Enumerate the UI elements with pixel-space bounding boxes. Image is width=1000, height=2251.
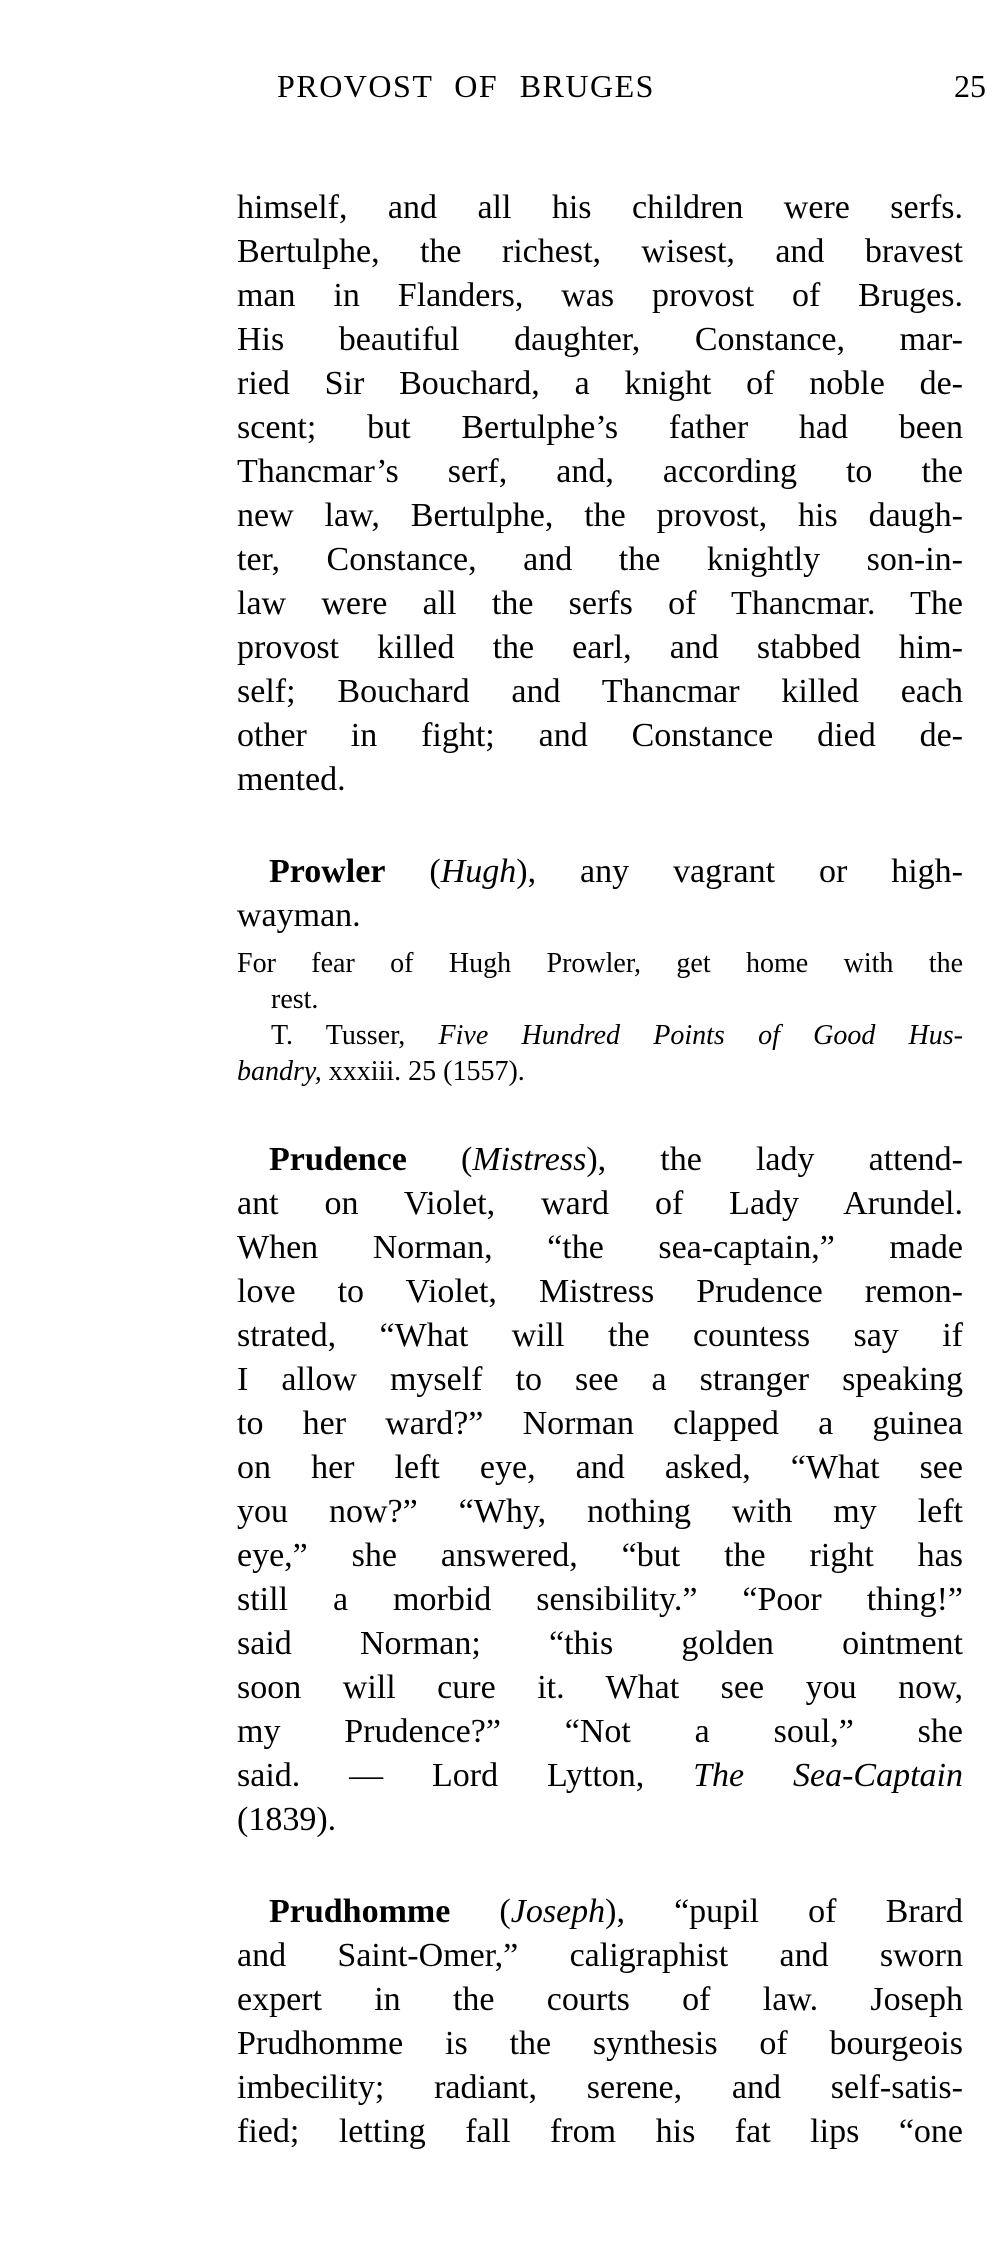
body-text: ( [450, 1893, 511, 1930]
body-text: still a morbid sensibility.” “Poor thing!” [237, 1581, 963, 1618]
body-text: For fear of Hugh Prowler, get home with the [237, 948, 963, 979]
paragraph-provost-of-bruges-continuation [237, 186, 963, 802]
text-line [237, 2110, 963, 2154]
body-text: self; Bouchard and Thancmar killed each [237, 673, 963, 710]
text-line [237, 1138, 963, 1182]
text-line [237, 1446, 963, 1490]
text-line [237, 1578, 963, 1622]
entry-prowler [237, 850, 963, 938]
text-line [237, 230, 963, 274]
body-text: ant on Violet, ward of Lady Arundel. [237, 1185, 963, 1222]
body-text: (1839). [237, 1801, 337, 1838]
body-text: His beautiful daughter, Constance, mar- [237, 321, 963, 358]
text-line [237, 1978, 963, 2022]
body-text: Prudhomme is the synthesis of bourgeois [237, 2025, 963, 2062]
text-line [237, 2066, 963, 2110]
body-text: strated, “What will the countess say if [237, 1317, 963, 1354]
text-line [237, 1534, 963, 1578]
body-text: my Prudence?” “Not a soul,” she [237, 1713, 963, 1750]
body-text: ), any vagrant or high- [516, 853, 963, 890]
italic-text: Joseph [510, 1893, 606, 1930]
body-text: T. Tusser, [271, 1020, 439, 1051]
italic-text: Mistress [472, 1141, 587, 1178]
body-text: new law, Bertulphe, the provost, his daugh- [237, 497, 963, 534]
text-line [237, 1402, 963, 1446]
body-text: When Norman, “the sea-captain,” made [237, 1229, 963, 1266]
text-line [237, 1754, 963, 1798]
body-text: xxxiii. 25 (1557). [321, 1056, 525, 1087]
text-line [237, 1314, 963, 1358]
body-text: said. — Lord Lytton, [237, 1757, 694, 1794]
body-text: provost killed the earl, and stabbed him- [237, 629, 963, 666]
text-line [237, 1182, 963, 1226]
body-text: expert in the courts of law. Joseph [237, 1981, 963, 2018]
text-line [237, 1890, 963, 1934]
text-line [237, 1490, 963, 1534]
text-line [237, 186, 963, 230]
text-line [237, 982, 963, 1018]
body-text: ried Sir Bouchard, a knight of noble de- [237, 365, 963, 402]
body-text: love to Violet, Mistress Prudence remon- [237, 1273, 963, 1310]
text-line [237, 626, 963, 670]
entry-headword: Prowler [269, 853, 386, 890]
body-text: fied; letting fall from his fat lips “one [237, 2113, 963, 2150]
body-text: other in fight; and Constance died de- [237, 717, 963, 754]
body-text: ( [406, 1141, 473, 1178]
body-text: scent; but Bertulphe’s father had been [237, 409, 963, 446]
body-text: to her ward?” Norman clapped a guinea [237, 1405, 963, 1442]
body-text: Bertulphe, the richest, wisest, and bravest [237, 233, 963, 270]
italic-text: The Sea-Captain [693, 1757, 963, 1794]
text-line [237, 1666, 963, 1710]
body-text: eye,” she answered, “but the right has [237, 1537, 963, 1574]
page-text-column [237, 186, 963, 2154]
body-text: ( [385, 853, 441, 890]
text-line [237, 946, 963, 982]
body-text: you now?” “Why, nothing with my left [237, 1493, 963, 1530]
text-line [237, 1018, 963, 1054]
text-line [237, 894, 963, 938]
italic-text: Hugh [440, 853, 517, 890]
text-line [237, 582, 963, 626]
running-header-title: PROVOST OF BRUGES [277, 68, 655, 104]
page-number: 25 [954, 68, 986, 104]
text-line [237, 362, 963, 406]
text-line [237, 450, 963, 494]
text-line [237, 538, 963, 582]
italic-text: bandry, [237, 1056, 322, 1087]
text-line [237, 1934, 963, 1978]
text-line [237, 758, 963, 802]
text-line [237, 274, 963, 318]
text-line [237, 318, 963, 362]
text-line [237, 1798, 963, 1842]
text-line [237, 1054, 963, 1090]
body-text: mented. [237, 761, 346, 798]
body-text: ), the lady attend- [586, 1141, 964, 1178]
entry-headword: Prudence [269, 1141, 407, 1178]
body-text: said Norman; “this golden ointment [237, 1625, 963, 1662]
body-text: I allow myself to see a stranger speaking [237, 1361, 963, 1398]
text-line [237, 1710, 963, 1754]
text-line [237, 714, 963, 758]
text-line [237, 1226, 963, 1270]
body-text: law were all the serfs of Thancmar. The [237, 585, 963, 622]
citation-tusser [237, 946, 963, 1090]
body-text: Thancmar’s serf, and, according to the [237, 453, 963, 490]
entry-prudence [237, 1138, 963, 1842]
body-text: soon will cure it. What see you now, [237, 1669, 963, 1706]
text-line [237, 1270, 963, 1314]
body-text: ter, Constance, and the knightly son-in- [237, 541, 963, 578]
body-text: wayman. [237, 897, 361, 934]
body-text: imbecility; radiant, serene, and self-satis- [237, 2069, 963, 2106]
entry-headword: Prudhomme [269, 1893, 451, 1930]
text-line [237, 1622, 963, 1666]
body-text: and Saint-Omer,” caligraphist and sworn [237, 1937, 963, 1974]
body-text: himself, and all his children were serfs. [237, 189, 963, 226]
text-line [237, 1358, 963, 1402]
body-text: on her left eye, and asked, “What see [237, 1449, 963, 1486]
body-text: man in Flanders, was provost of Bruges. [237, 277, 963, 314]
text-line [237, 2022, 963, 2066]
text-line [237, 406, 963, 450]
italic-text: Five Hundred Points of Good Hus- [438, 1020, 963, 1051]
text-line [237, 850, 963, 894]
body-text: ), “pupil of Brard [605, 1893, 963, 1930]
text-line [237, 670, 963, 714]
entry-prudhomme [237, 1890, 963, 2154]
text-line [237, 494, 963, 538]
body-text: rest. [271, 984, 319, 1015]
running-header [0, 68, 1000, 114]
